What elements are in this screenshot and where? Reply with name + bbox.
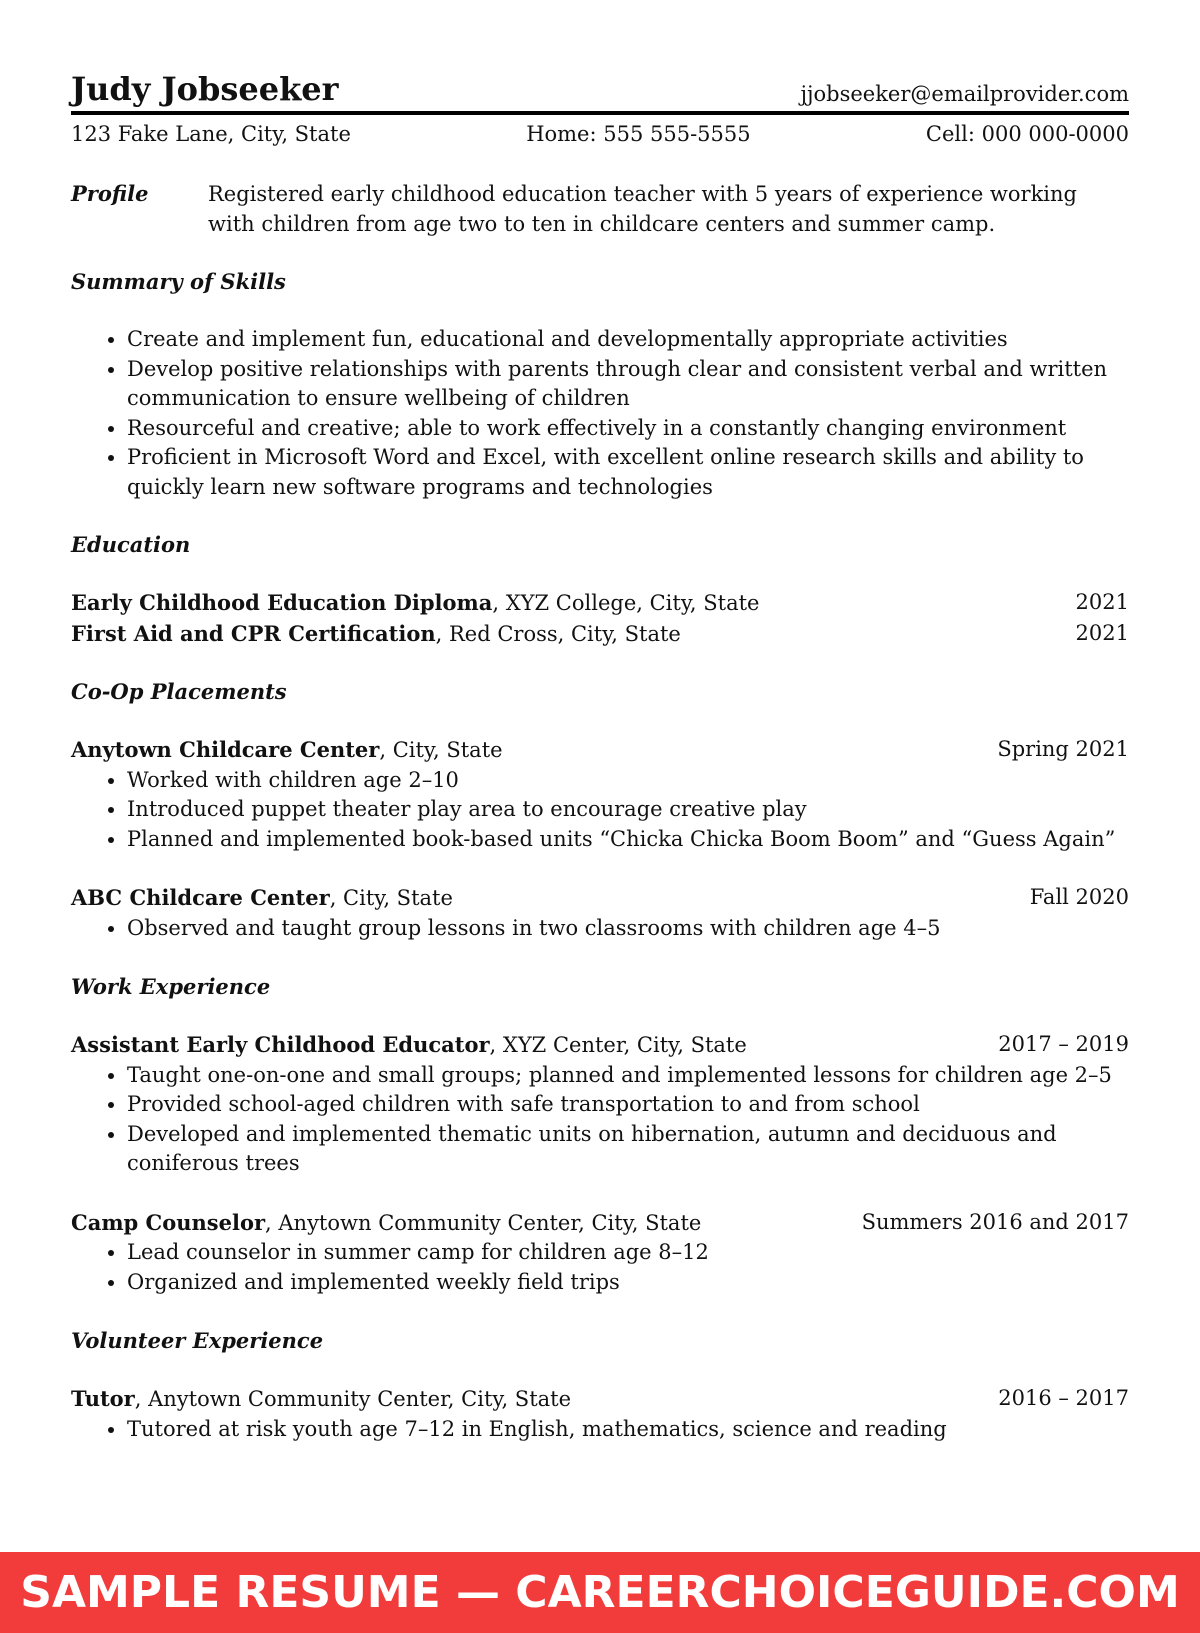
- home-phone: Home: 555 555-5555: [526, 122, 751, 147]
- list-item: • Provided school-aged children with safe transportation to and from school: [127, 1090, 1129, 1120]
- list-item: • Tutored at risk youth age 7–12 in English, mathematics, science and reading: [127, 1415, 1129, 1445]
- profile-text: Registered early childhood education teacher with 5 years of experience working with children from age two to ten in childcare centers and summer camp.: [208, 182, 1077, 237]
- profile-section: [71, 179, 1129, 239]
- list-item: • Create and implement fun, educational and developmentally appropriate activities: [127, 325, 1129, 355]
- entry-detail: , Anytown Community Center, City, State: [265, 1210, 702, 1235]
- resume-header: [71, 72, 1129, 115]
- entry-date: 2016 – 2017: [998, 1386, 1129, 1411]
- list-item: • Organized and implemented weekly field trips: [127, 1268, 1129, 1298]
- coop-heading: Co-Op Placements: [71, 679, 287, 705]
- entry-bullets: [71, 1061, 1129, 1179]
- entry-title: Camp Counselor: [71, 1209, 266, 1235]
- work-heading: Work Experience: [71, 974, 271, 1000]
- entry-detail: , XYZ Center, City, State: [489, 1033, 747, 1058]
- list-item: • Develop positive relationships with parents through clear and consistent verbal and written communication to ensure wellbeing of children: [127, 355, 1129, 414]
- street-address: 123 Fake Lane, City, State: [71, 122, 351, 147]
- entry-date: Spring 2021: [997, 737, 1129, 762]
- email-address: jjobseeker@emailprovider.com: [800, 82, 1129, 106]
- education-detail: , Red Cross, City, State: [435, 621, 681, 646]
- entry-bullets: [71, 914, 1129, 944]
- education-list: [71, 588, 1129, 649]
- sample-resume-banner: SAMPLE RESUME — CAREERCHOICEGUIDE.COM: [0, 1552, 1200, 1633]
- entry-bullets: [71, 1238, 1129, 1297]
- list-item: • Taught one-on-one and small groups; planned and implemented lessons for children age 2–5: [127, 1061, 1129, 1091]
- coop-entry: [71, 883, 1129, 943]
- volunteer-heading: Volunteer Experience: [71, 1328, 324, 1354]
- volunteer-entry: [71, 1384, 1129, 1444]
- list-item: • Proficient in Microsoft Word and Excel, with excellent online research skills and ability to quickly learn new software programs and technologies: [127, 443, 1129, 502]
- education-item: [71, 588, 1129, 619]
- profile-label: Profile: [71, 181, 149, 207]
- entry-title: Anytown Childcare Center: [71, 737, 380, 763]
- skills-list: [71, 325, 1129, 502]
- cell-phone: Cell: 000 000-0000: [925, 122, 1129, 147]
- list-item: • Observed and taught group lessons in two classrooms with children age 4–5: [127, 914, 1129, 944]
- skills-heading: Summary of Skills: [71, 269, 286, 295]
- education-detail: , XYZ College, City, State: [492, 591, 760, 616]
- list-item: • Lead counselor in summer camp for children age 8–12: [127, 1238, 1129, 1268]
- list-item: • Introduced puppet theater play area to encourage creative play: [127, 795, 1129, 825]
- entry-detail: , City, State: [379, 738, 503, 763]
- entry-date: Summers 2016 and 2017: [861, 1209, 1129, 1234]
- entry-bullets: [71, 1415, 1129, 1445]
- applicant-name: Judy Jobseeker: [71, 70, 339, 108]
- entry-bullets: [71, 766, 1129, 855]
- entry-date: Fall 2020: [1029, 885, 1129, 910]
- resume-page: [71, 72, 1129, 1444]
- list-item: • Worked with children age 2–10: [127, 766, 1129, 796]
- list-item: • Developed and implemented thematic units on hibernation, autumn and deciduous and coniferous trees: [127, 1120, 1129, 1179]
- entry-detail: , City, State: [329, 886, 453, 911]
- education-date: 2021: [1075, 590, 1129, 615]
- list-item: • Resourceful and creative; able to work effectively in a constantly changing environment: [127, 414, 1129, 444]
- education-heading: Education: [71, 532, 191, 558]
- education-title: Early Childhood Education Diploma: [71, 590, 493, 616]
- work-entry: [71, 1208, 1129, 1298]
- coop-entry: [71, 735, 1129, 854]
- education-title: First Aid and CPR Certification: [71, 620, 436, 646]
- entry-title: ABC Childcare Center: [71, 885, 330, 911]
- entry-title: Tutor: [71, 1386, 135, 1412]
- entry-detail: , Anytown Community Center, City, State: [134, 1387, 572, 1412]
- work-entry: [71, 1030, 1129, 1179]
- education-date: 2021: [1075, 620, 1129, 645]
- entry-date: 2017 – 2019: [998, 1032, 1129, 1057]
- entry-title: Assistant Early Childhood Educator: [71, 1032, 490, 1058]
- education-item: [71, 619, 1129, 650]
- list-item: • Planned and implemented book-based units “Chicka Chicka Boom Boom” and “Guess Again”: [127, 825, 1129, 855]
- contact-line: [71, 119, 1129, 149]
